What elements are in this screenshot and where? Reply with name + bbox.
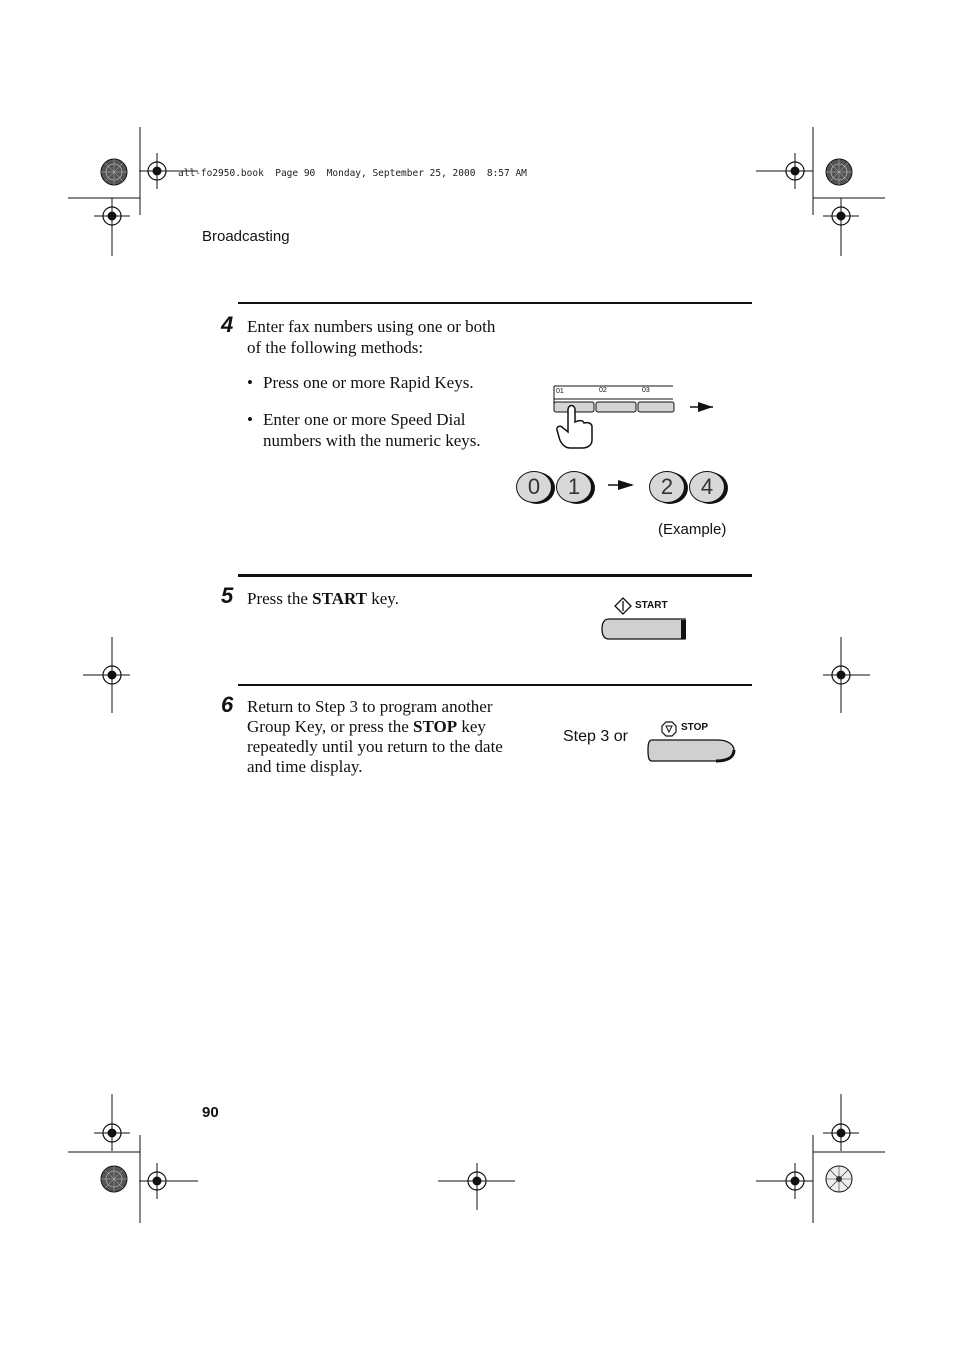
digit-key-label: 4 bbox=[700, 474, 714, 499]
start-key-icon bbox=[601, 617, 691, 643]
step-6-text bbox=[247, 697, 537, 777]
step-5-text-post: key. bbox=[367, 589, 399, 608]
page-number: 90 bbox=[202, 1104, 219, 1121]
step-4-line-2: of the following methods: bbox=[247, 338, 424, 357]
bullet-dot: • bbox=[247, 410, 253, 429]
stop-key-icon bbox=[646, 738, 738, 766]
step-6-line-2-post: key bbox=[457, 717, 486, 736]
step-6-line-2-bold: STOP bbox=[413, 717, 458, 736]
file-info: all-fo2950.book Page 90 Monday, September 25, 2000 8:57 AM bbox=[178, 168, 527, 179]
step-5-text bbox=[247, 588, 527, 609]
step-4-divider bbox=[238, 302, 752, 304]
step-6-line-2-pre: Group Key, or press the bbox=[247, 717, 414, 736]
step-4-text bbox=[247, 316, 527, 358]
digit-key-label: 1 bbox=[567, 474, 581, 499]
step-6-divider bbox=[238, 684, 752, 686]
bullet-1-line-1: Press one or more Rapid Keys. bbox=[263, 373, 474, 392]
digit-key bbox=[689, 471, 725, 503]
rapid-key-label-03: 03 bbox=[642, 387, 650, 394]
step-5-text-bold: START bbox=[312, 589, 367, 608]
section-title: Broadcasting bbox=[202, 228, 290, 245]
step-6-number: 6 bbox=[221, 692, 234, 717]
step-4-number: 4 bbox=[221, 312, 234, 337]
step-6-line-3: repeatedly until you return to the date bbox=[247, 737, 503, 756]
step3-label: Step 3 or bbox=[563, 728, 628, 745]
step-6-line-4: and time display. bbox=[247, 757, 363, 776]
digit-key-label: 2 bbox=[660, 474, 674, 499]
rapid-keys-illustration bbox=[548, 382, 728, 452]
digit-key bbox=[649, 471, 685, 503]
digit-key bbox=[556, 471, 592, 503]
start-diamond-icon bbox=[614, 597, 632, 615]
digit-key-label: 0 bbox=[527, 474, 541, 499]
step-6-line-1: Return to Step 3 to program another bbox=[247, 697, 493, 716]
step-4-line-1: Enter fax numbers using one or both bbox=[247, 317, 496, 336]
step-5-divider bbox=[238, 574, 752, 577]
bullet-2-line-2: numbers with the numeric keys. bbox=[263, 431, 481, 450]
start-label: START bbox=[635, 600, 668, 611]
example-label: (Example) bbox=[658, 521, 727, 538]
step-6-line-2 bbox=[247, 717, 537, 737]
step-5-text-pre: Press the bbox=[247, 589, 313, 608]
bullet-dot: • bbox=[247, 373, 253, 392]
rapid-key-label-01: 01 bbox=[556, 388, 564, 395]
bullet-2-line-1: Enter one or more Speed Dial bbox=[263, 410, 466, 429]
digit-key bbox=[516, 471, 552, 503]
digit-arrow-icon bbox=[606, 478, 636, 492]
step-5-number: 5 bbox=[221, 583, 234, 608]
stop-octagon-icon bbox=[661, 721, 677, 737]
rapid-key-label-02: 02 bbox=[599, 387, 607, 394]
stop-label: STOP bbox=[681, 722, 709, 733]
